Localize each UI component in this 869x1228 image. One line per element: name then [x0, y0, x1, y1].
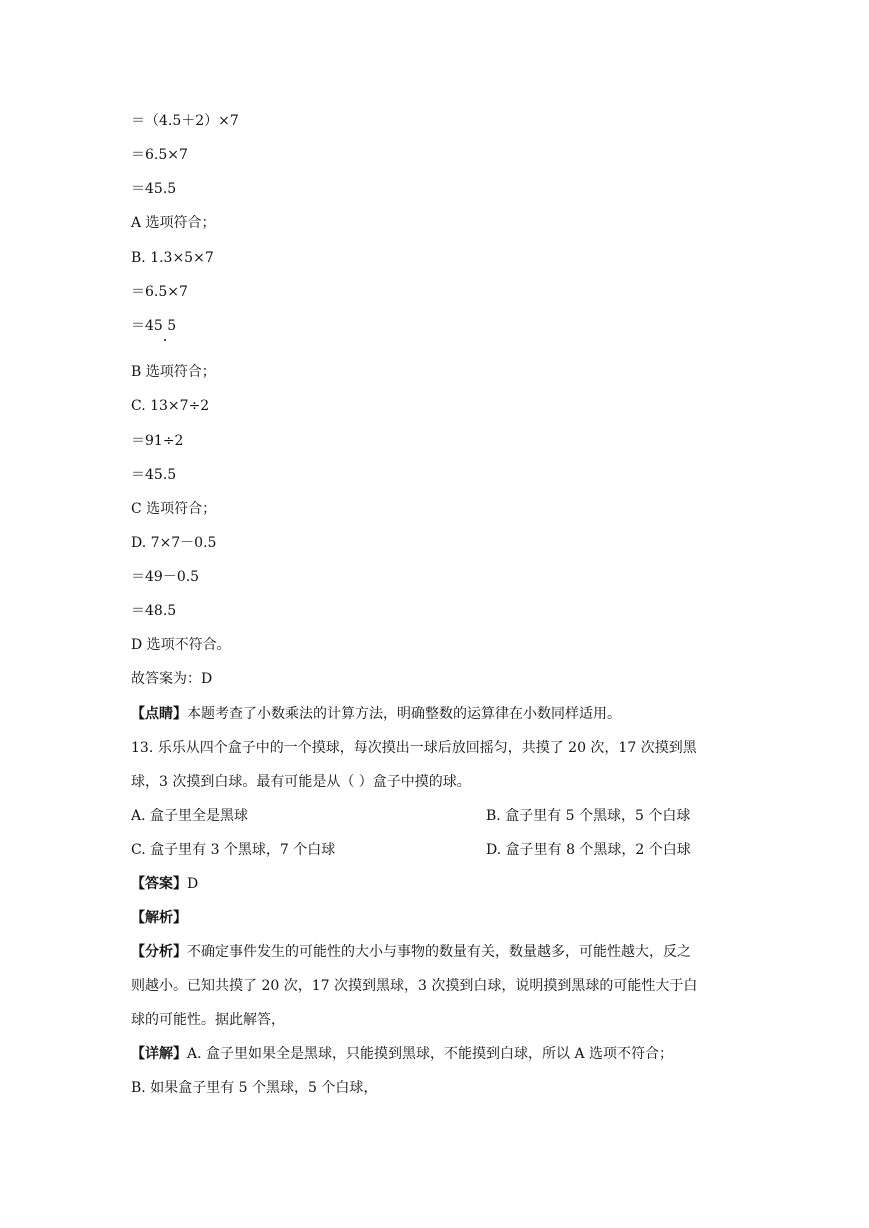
dianjing-text: 本题考查了小数乘法的计算方法，明确整数的运算律在小数同样适用。: [187, 706, 621, 722]
fenxi-text-1: 不确定事件发生的可能性的大小与事物的数量有关，数量越多，可能性越大，反之: [187, 944, 691, 960]
stray-dot: [164, 339, 166, 341]
xiangjie-text-1: A. 盒子里如果全是黑球，只能摸到黑球，不能摸到白球，所以 A 选项不符合；: [187, 1046, 674, 1062]
option-d: D. 盒子里有 8 个黑球，2 个白球: [486, 842, 691, 858]
answer-value: D: [187, 876, 199, 892]
calc-line-b: B. 1.3×5×7: [131, 250, 214, 266]
calc-line-d-3: ＝48.5: [131, 603, 177, 619]
answer-paragraph: [131, 874, 198, 894]
option-c: C. 盒子里有 3 个黑球，7 个白球: [131, 842, 336, 858]
question-line-2: 球，3 次摸到白球。最有可能是从（ ）盒子中摸的球。: [131, 774, 471, 790]
option-a: A. 盒子里全是黑球: [131, 808, 249, 824]
fenxi-line-3: 球的可能性。据此解答，: [131, 1012, 285, 1028]
calc-line-c-3: ＝45.5: [131, 467, 177, 483]
calc-line-d: D. 7×7－0.5: [131, 535, 217, 551]
question-line-1: 13. 乐乐从四个盒子中的一个摸球，每次摸出一球后放回摇匀，共摸了 20 次，17 次摸到黑: [131, 740, 697, 756]
option-d-verdict: D 选项不符合。: [131, 637, 231, 653]
calc-line-b-3: ＝45 5: [131, 318, 177, 334]
calc-line-c: C. 13×7÷2: [131, 398, 210, 414]
final-answer-line: 故答案为：D: [131, 671, 213, 687]
option-b: B. 盒子里有 5 个黑球，5 个白球: [486, 808, 691, 824]
option-c-verdict: C 选项符合；: [131, 501, 217, 517]
xiangjie-line-2: B. 如果盒子里有 5 个黑球，5 个白球，: [131, 1080, 378, 1096]
calc-line-c-2: ＝91÷2: [131, 433, 184, 449]
xiangjie-line-1: [131, 1044, 673, 1064]
answer-tag: 【答案】: [131, 876, 187, 892]
fenxi-line-2: 则越小。已知共摸了 20 次，17 次摸到黑球，3 次摸到白球，说明摸到黑球的可能性大于白: [131, 978, 698, 994]
fenxi-line-1: [131, 942, 691, 962]
calc-line-3: ＝45.5: [131, 181, 177, 197]
xiangjie-tag: 【详解】: [131, 1046, 187, 1062]
calc-line-b-2: ＝6.5×7: [131, 284, 188, 300]
option-a-verdict: A 选项符合；: [131, 215, 216, 231]
option-b-verdict: B 选项符合；: [131, 364, 216, 380]
calc-line-d-2: ＝49－0.5: [131, 569, 200, 585]
dianjing-tag: 【点睛】: [131, 706, 187, 722]
dianjing-paragraph: [131, 704, 621, 724]
jiexi-heading: 【解析】: [131, 910, 187, 926]
fenxi-tag: 【分析】: [131, 944, 187, 960]
calc-line-1: ＝（4.5＋2）×7: [131, 113, 239, 129]
calc-line-2: ＝6.5×7: [131, 147, 188, 163]
